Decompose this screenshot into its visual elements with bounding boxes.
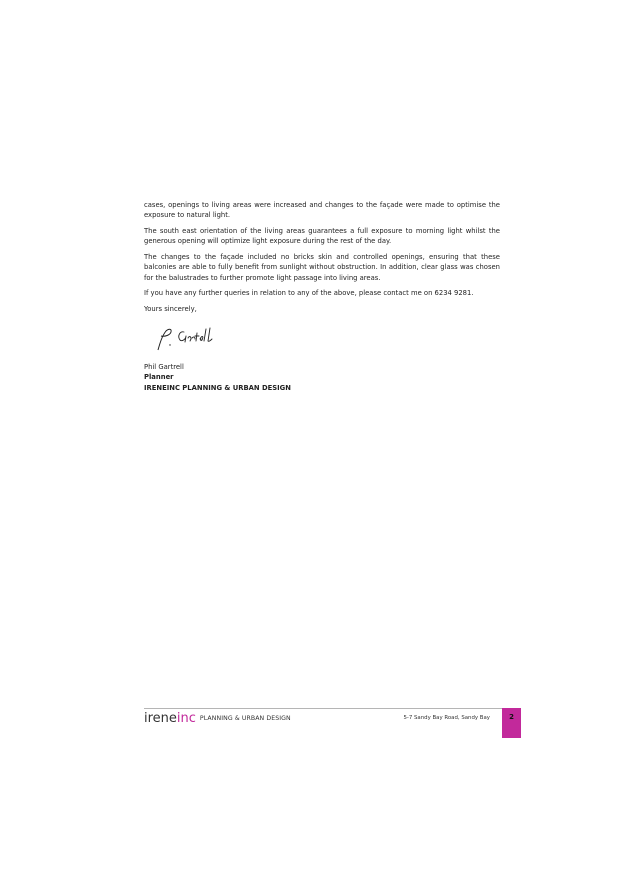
- page-number-badge: 2: [502, 708, 521, 738]
- logo-text-inc: inc: [176, 711, 196, 726]
- paragraph-4: If you have any further queries in relation to any of the above, please contact me on 6234 9281.: [144, 289, 474, 298]
- letter-body: [144, 200, 500, 320]
- logo-text-irene: irene: [144, 711, 177, 726]
- logo-tagline: PLANNING & URBAN DESIGN: [199, 715, 291, 722]
- company-logo: [144, 711, 291, 727]
- paragraph-2: The south east orientation of the living areas guarantees a full exposure to morning light whilst the generous opening will optimize light exposure during the rest of the day.: [144, 226, 500, 246]
- signature-image: [150, 323, 220, 353]
- paragraph-3: The changes to the façade included no bricks skin and controlled openings, ensuring that these balconies are able to fully benefit from sunlight without obstruction. In addition, clear glass was chosen for the balustrades to further promote light passage into living areas.: [144, 252, 500, 282]
- closing: Yours sincerely,: [144, 304, 197, 313]
- signoff-block: [144, 362, 291, 393]
- footer-divider: [144, 708, 502, 709]
- signer-title: Planner: [144, 373, 174, 382]
- footer-address: 5-7 Sandy Bay Road, Sandy Bay: [403, 715, 490, 721]
- paragraph-1: cases, openings to living areas were increased and changes to the façade were made to optimise the exposure to natural light.: [144, 201, 500, 220]
- signer-company: IRENEINC PLANNING & URBAN DESIGN: [144, 383, 291, 392]
- signer-name: Phil Gartrell: [144, 363, 184, 371]
